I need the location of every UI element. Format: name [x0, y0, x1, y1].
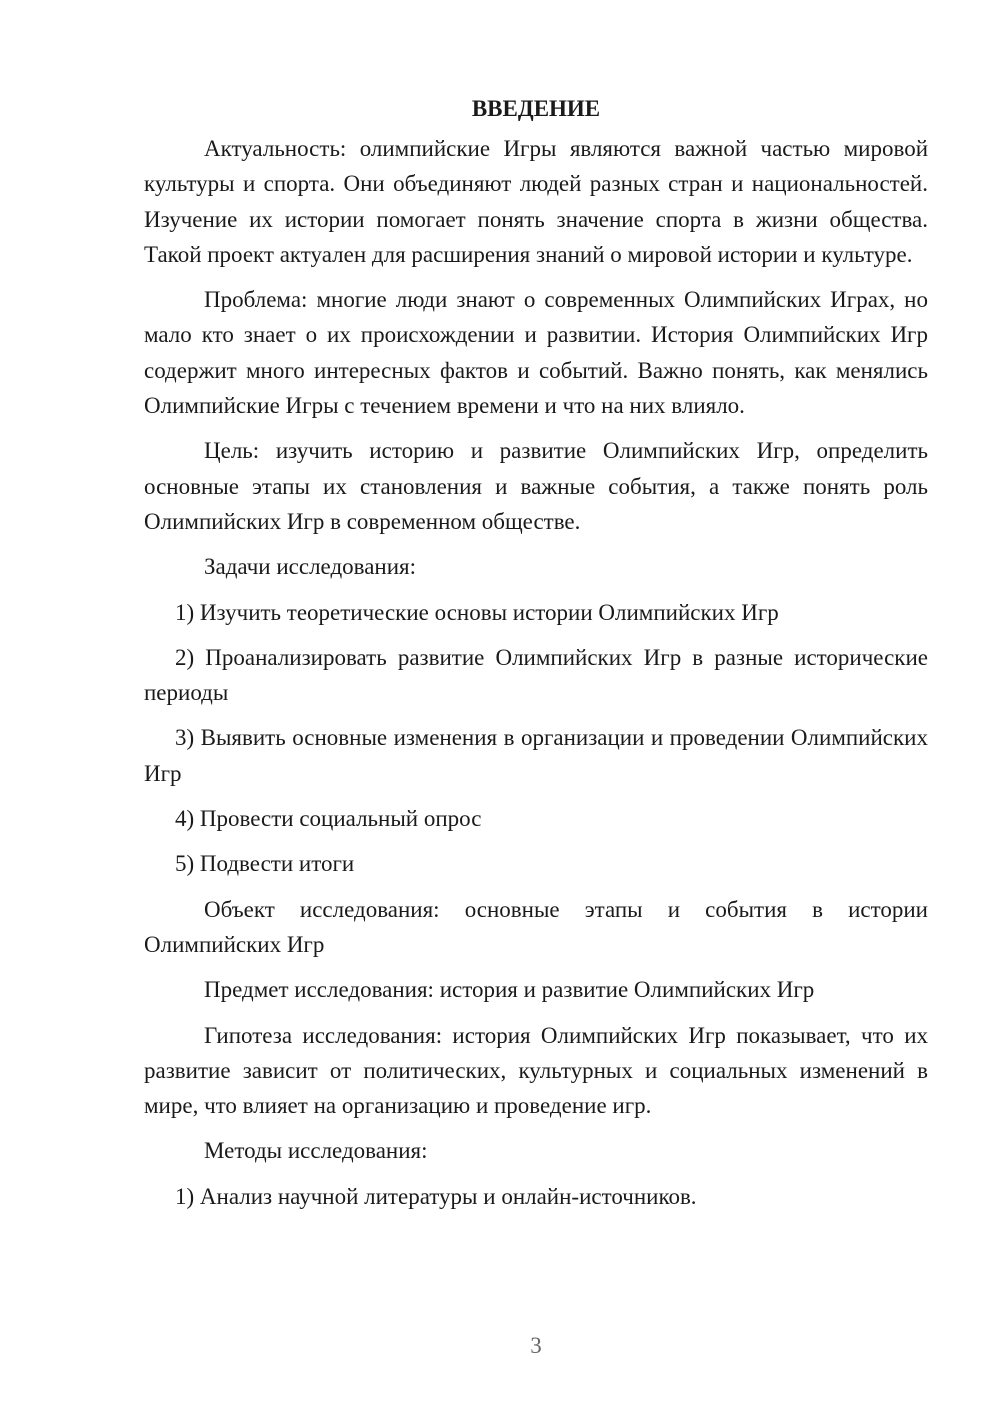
task-item: 4) Провести социальный опрос	[175, 806, 482, 832]
document-page	[144, 92, 928, 1224]
section-heading: ВВЕДЕНИЕ	[471, 96, 601, 121]
goal-paragraph: Цель: изучить историю и развитие Олимпийских Игр, определить основные этапы их становления и важные события, а также понять роль Олимпийских Игр в современном обществе.	[144, 438, 928, 534]
methods-title: Методы исследования:	[204, 1138, 428, 1164]
page-number: 3	[530, 1333, 542, 1358]
tasks-title: Задачи исследования:	[204, 554, 417, 580]
hypothesis-paragraph: Гипотеза исследования: история Олимпийских Игр показывает, что их развитие зависит от политических, культурных и социальных изменений в мире, что влияет на организацию и проведение игр.	[144, 1022, 928, 1119]
problem-paragraph: Проблема: многие люди знают о современных Олимпийских Играх, но мало кто знает о их происхождении и развитии. История Олимпийских Игр содержит много интересных фактов и событий. Важно понять, как менялись Олимпийские Игры с течением времени и что на них влияло.	[144, 287, 928, 419]
object-paragraph: Объект исследования: основные этапы и события в истории Олимпийских Игр	[144, 896, 928, 957]
task-item: 5) Подвести итоги	[175, 851, 355, 877]
subject-paragraph: Предмет исследования: история и развитие Олимпийских Игр	[204, 977, 815, 1003]
task-item: 1) Изучить теоретические основы истории Олимпийских Игр	[175, 599, 779, 625]
method-item: 1) Анализ научной литературы и онлайн-источников.	[175, 1183, 697, 1209]
relevance-paragraph: Актуальность: олимпийские Игры являются важной частью мировой культуры и спорта. Они объединяют людей разных стран и национальностей. Изучение их истории помогает понять значение спорта в жизни общества. Такой проект актуален для расширения знаний о мировой истории и культуре.	[144, 136, 928, 267]
task-item: 2) Проанализировать развитие Олимпийских Игр в разные исторические периоды	[144, 644, 928, 706]
task-item: 3) Выявить основные изменения в организации и проведении Олимпийских Игр	[144, 725, 928, 786]
